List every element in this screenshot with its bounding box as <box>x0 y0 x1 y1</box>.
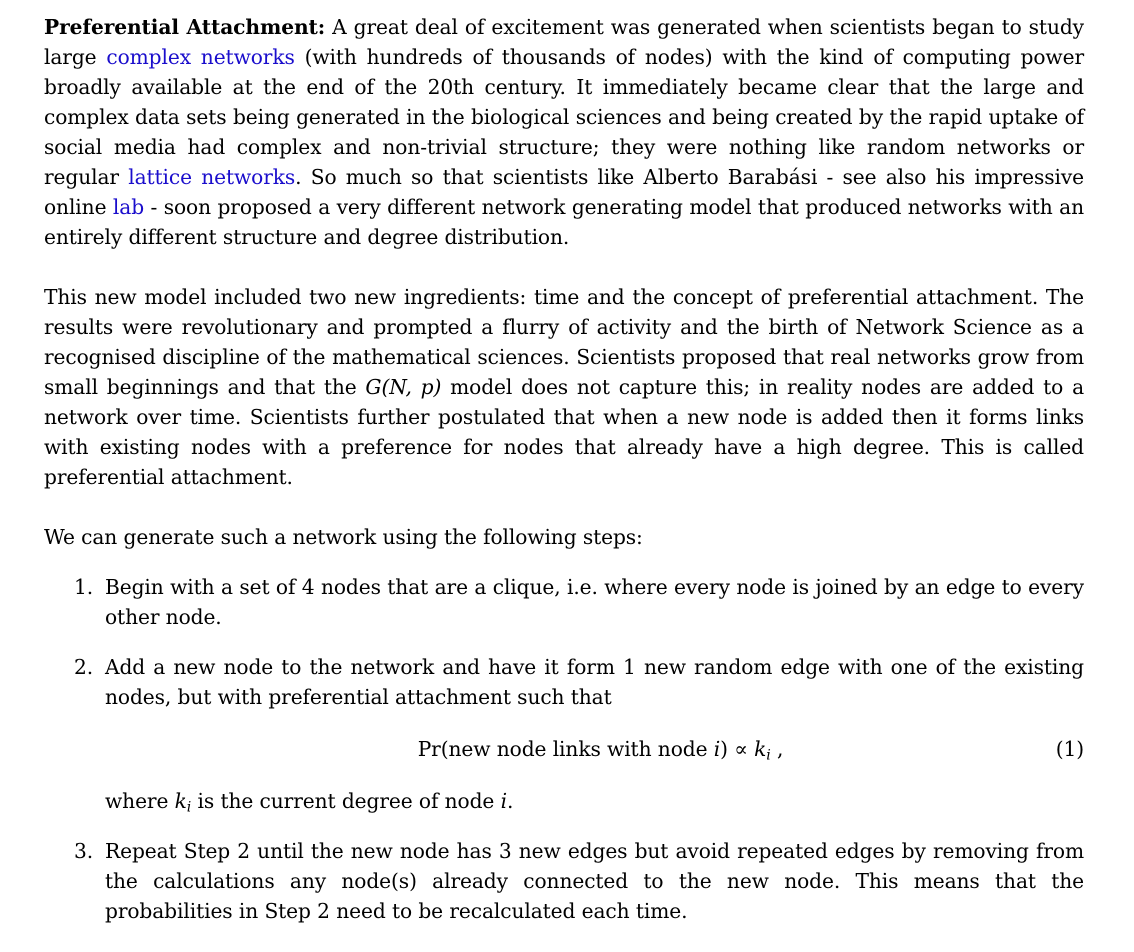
followup-i: i <box>500 789 507 813</box>
intro-text-4: - soon proposed a very different network generating model that produced networks with an entirely different structure and degree distribution. <box>44 195 1084 249</box>
step-text: Add a new node to the network and have it form 1 new random edge with one of the existing nodes, but with preferential attachment such that <box>105 655 1084 709</box>
intro-text-2: (with hundreds of thousands of nodes) with the kind of computing power broadly available at the end of the 20th century. It immediately became clear that the large and complex data sets being generated in the biological sciences and being created by the rapid uptake of social media had complex and non-trivial structure; they were nothing like random networks or regular <box>44 45 1084 189</box>
followup-text-2: is the current degree of node <box>191 789 501 813</box>
model-text-1: This new model included two new ingredients: time and the concept of preferential attachment. The results were revolutionary and prompted a flurry of activity and the birth of Network Science as a recognised discipline of the mathematical sciences. Scientists proposed that real networks grow from small beginnings and that the <box>44 285 1084 399</box>
lattice-networks-link[interactable]: lattice networks <box>128 165 296 189</box>
math-args: (N, p) <box>381 375 442 399</box>
step-item-3 <box>44 836 1084 926</box>
eq-node-i: i <box>713 737 721 761</box>
equation-body <box>418 734 784 764</box>
model-text-2: model does not capture this; in reality nodes are added to a network over time. Scientists further postulated that when a new node is added then it forms links with existing nodes with a preference for nodes that already have a high degree. This is called preferential attachment. <box>44 375 1085 489</box>
step-number: 3. <box>74 839 94 863</box>
followup-k-sub: i <box>186 799 192 816</box>
intro-text-3: . So much so that scientists like Alberto Barabási - see also his impressive online <box>44 165 1085 219</box>
step-item-1 <box>44 572 1084 632</box>
followup-text-3: . <box>506 789 514 813</box>
step-item-2 <box>44 652 1084 816</box>
eq-close: ) <box>720 737 728 761</box>
intro-text-1: A great deal of excitement was generated when scientists began to study large <box>44 15 1084 69</box>
complex-networks-link[interactable]: complex networks <box>106 45 295 69</box>
lab-link[interactable]: lab <box>112 195 145 219</box>
eq-k-sub: i <box>766 747 771 764</box>
eq-k: k <box>754 737 767 761</box>
eq-tail: , <box>770 737 784 761</box>
eq-pr: Pr(new node links with node <box>417 737 714 761</box>
followup-text-1: where <box>105 789 175 813</box>
step-number: 1. <box>74 575 94 599</box>
eq-propto: ∝ <box>727 737 755 761</box>
paragraph-intro <box>44 12 1084 252</box>
run-in-heading: Preferential Attachment: <box>44 15 326 39</box>
step-number: 2. <box>74 655 94 679</box>
step-text: Repeat Step 2 until the new node has 3 new edges but avoid repeated edges by removing from the calculations any node(s) already connected to the new node. This means that the probabilities in Step 2 need to be recalculated each time. <box>105 839 1084 923</box>
paragraph-model <box>44 282 1084 492</box>
paragraph-steps-intro: We can generate such a network using the following steps: <box>44 525 643 549</box>
followup-k: k <box>174 789 187 813</box>
equation-number: (1) <box>1055 737 1084 761</box>
equation-1 <box>105 734 1084 764</box>
steps-list <box>44 572 1084 926</box>
step-2-followup <box>105 786 1084 816</box>
math-g: G <box>365 375 382 399</box>
step-text: Begin with a set of 4 nodes that are a clique, i.e. where every node is joined by an edge to every other node. <box>105 575 1084 629</box>
